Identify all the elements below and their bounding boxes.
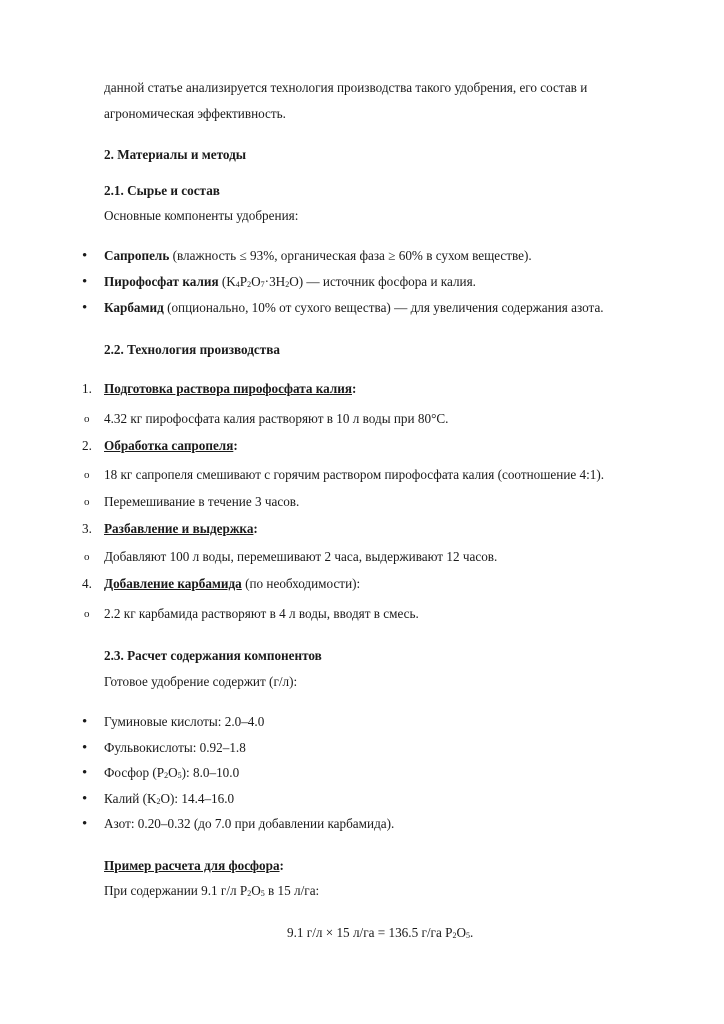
section-2-1-lead: Основные компоненты удобрения:: [104, 208, 299, 223]
bullet-icon: •: [82, 248, 88, 264]
section-2-3-lead: Готовое удобрение содержит (г/л):: [104, 674, 298, 689]
step-1-detail: 4.32 кг пирофосфата калия растворяют в 10 л воды при 80°C.: [104, 411, 449, 426]
step-2-detail-1: 18 кг сапропеля смешивают с горячим раствором пирофосфата калия (соотношение 4:1).: [104, 467, 605, 482]
bullet-icon: •: [82, 714, 88, 730]
component-name: Пирофосфат калия: [104, 274, 219, 289]
component-desc: (опционально, 10% от сухого вещества) — для увеличения содержания азота.: [163, 300, 604, 315]
step-1-title: Подготовка раствора пирофосфата калия:: [104, 381, 357, 396]
example-condition: При содержании 9.1 г/л $P_2O_5$ в 15 л/га:: [104, 883, 320, 898]
bullet-icon: •: [82, 300, 88, 316]
section-2-heading: 2. Материалы и методы: [104, 147, 247, 162]
component-name: Карбамид: [104, 300, 164, 315]
section-2-3-heading: 2.3. Расчет содержания компонентов: [104, 648, 322, 663]
example-heading: Пример расчета для фосфора:: [104, 858, 284, 873]
bullet-icon: •: [82, 740, 88, 756]
bullet-icon: •: [82, 816, 88, 832]
content-potassium: Калий $(K_2O)$: 14.4–16.0: [104, 791, 235, 806]
circle-bullet-icon: o: [84, 469, 90, 481]
intro-line-2: агрономическая эффективность.: [104, 106, 286, 121]
bullet-icon: •: [82, 274, 88, 290]
circle-bullet-icon: o: [84, 496, 90, 508]
component-name: Сапропель: [104, 248, 170, 263]
circle-bullet-icon: o: [84, 551, 90, 563]
component-carbamide: [104, 299, 604, 317]
section-2-1-heading: 2.1. Сырье и состав: [104, 183, 220, 198]
component-pyrophosphate: Пирофосфат калия $(K_4P_2O_7\cdot 3H_2O)$ — источник фосфора и калия.: [104, 274, 476, 289]
step-number: 4.: [82, 576, 92, 591]
bullet-icon: •: [82, 765, 88, 781]
intro-line-1: данной статье анализируется технология производства такого удобрения, его состав и: [104, 80, 588, 95]
step-2-title: Обработка сапропеля:: [104, 438, 238, 453]
bullet-icon: •: [82, 791, 88, 807]
component-desc: (влажность ≤ 93%, органическая фаза ≥ 60% в сухом веществе).: [169, 248, 532, 263]
circle-bullet-icon: o: [84, 413, 90, 425]
section-2-2-heading: 2.2. Технология производства: [104, 342, 280, 357]
step-3-title: Разбавление и выдержка:: [104, 521, 258, 536]
content-humic: Гуминовые кислоты: 2.0–4.0: [104, 714, 265, 729]
step-number: 3.: [82, 521, 92, 536]
step-number: 1.: [82, 381, 92, 396]
component-sapropel: [104, 247, 532, 265]
step-4-title: Добавление карбамида (по необходимости):: [104, 576, 361, 591]
content-phosphorus: Фосфор $(P_2O_5)$: 8.0–10.0: [104, 765, 240, 780]
content-fulvic: Фульвокислоты: 0.92–1.8: [104, 740, 246, 755]
content-nitrogen: Азот: 0.20–0.32 (до 7.0 при добавлении карбамида).: [104, 816, 395, 831]
circle-bullet-icon: o: [84, 608, 90, 620]
example-formula: 9.1 г/л × 15 л/га = 136.5 г/га $P_2O_5$.: [287, 925, 474, 940]
step-4-detail: 2.2 кг карбамида растворяют в 4 л воды, вводят в смесь.: [104, 606, 419, 621]
step-number: 2.: [82, 438, 92, 453]
step-3-detail: Добавляют 100 л воды, перемешивают 2 часа, выдерживают 12 часов.: [104, 549, 498, 564]
step-2-detail-2: Перемешивание в течение 3 часов.: [104, 494, 300, 509]
